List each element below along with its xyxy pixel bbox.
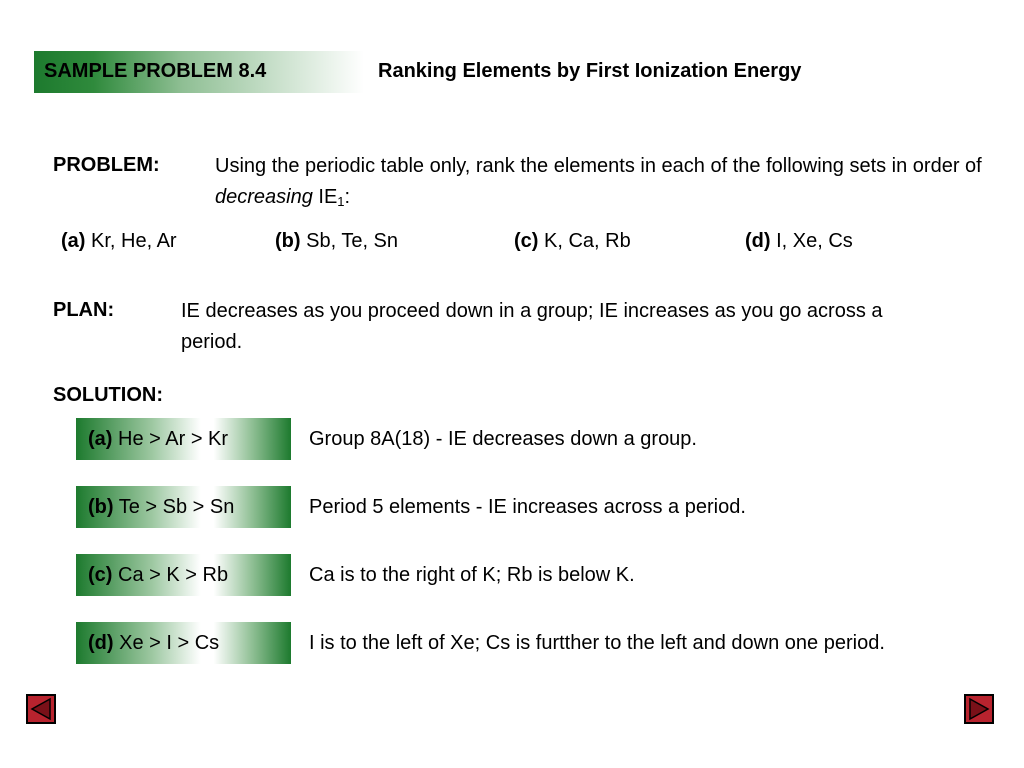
- problem-text-colon: :: [344, 186, 351, 208]
- problem-label: PROBLEM:: [53, 154, 160, 176]
- problem-text-main: Using the periodic table only, rank the elements in each of the following sets in order of: [215, 155, 982, 177]
- answer-explanation-c: Ca is to the right of K; Rb is below K.: [309, 564, 635, 586]
- answer-letter: (d): [88, 632, 114, 654]
- answer-explanation-b: Period 5 elements - IE increases across a period.: [309, 496, 746, 518]
- solution-label: SOLUTION:: [53, 384, 163, 406]
- page-title: Ranking Elements by First Ionization Energy: [378, 60, 802, 82]
- problem-text: [215, 151, 985, 213]
- sample-problem-label: SAMPLE PROBLEM 8.4: [44, 60, 267, 82]
- answer-ranking: He > Ar > Kr: [112, 428, 229, 450]
- problem-text-ie: IE: [312, 186, 338, 208]
- answer-letter: (c): [88, 564, 113, 586]
- set-letter: (a): [61, 230, 86, 252]
- answer-letter: (a): [88, 428, 113, 450]
- problem-set-b: [275, 230, 398, 253]
- problem-text-italic: decreasing: [215, 186, 313, 208]
- answer-ranking-a: [88, 428, 228, 451]
- set-elements: Sb, Te, Sn: [300, 230, 399, 252]
- problem-set-d: [745, 230, 853, 253]
- answer-ranking-c: [88, 564, 228, 587]
- set-letter: (c): [514, 230, 539, 252]
- answer-explanation-d: I is to the left of Xe; Cs is furtther to the left and down one period.: [309, 632, 885, 654]
- plan-text: IE decreases as you proceed down in a group; IE increases as you go across a period.: [181, 300, 883, 353]
- plan-label: PLAN:: [53, 299, 115, 321]
- next-slide-button[interactable]: [964, 694, 994, 724]
- problem-set-a: [61, 230, 177, 253]
- answer-letter: (b): [88, 496, 114, 518]
- answer-ranking-b: [88, 496, 234, 519]
- problem-text-subscript: 1: [337, 194, 345, 209]
- previous-slide-button[interactable]: [26, 694, 56, 724]
- answer-explanation-a: Group 8A(18) - IE decreases down a group.: [309, 428, 697, 450]
- problem-set-c: [514, 230, 631, 253]
- triangle-left-icon: [28, 696, 54, 722]
- triangle-right-icon: [966, 696, 992, 722]
- set-elements: Kr, He, Ar: [85, 230, 177, 252]
- set-letter: (d): [745, 230, 771, 252]
- answer-ranking: Te > Sb > Sn: [113, 496, 235, 518]
- answer-ranking-d: [88, 632, 219, 655]
- set-elements: I, Xe, Cs: [770, 230, 853, 252]
- answer-ranking: Xe > I > Cs: [113, 632, 220, 654]
- set-elements: K, Ca, Rb: [538, 230, 631, 252]
- answer-ranking: Ca > K > Rb: [112, 564, 229, 586]
- set-letter: (b): [275, 230, 301, 252]
